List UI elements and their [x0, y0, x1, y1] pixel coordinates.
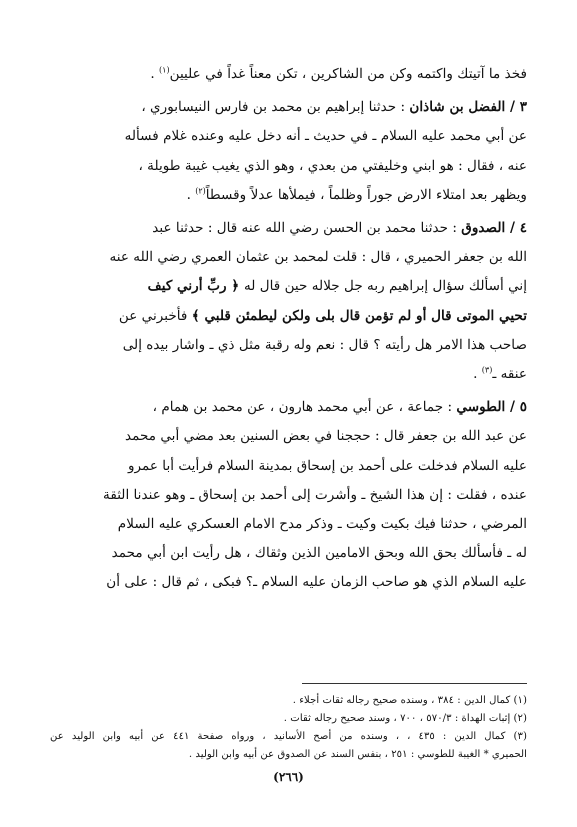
paragraph-al-fadl [50, 93, 527, 210]
line-tail: . [150, 66, 160, 82]
line-text: عليه السلام فدخلت على أحمد بن إسحاق بمدينة السلام فرأيت أبا عمرو [127, 457, 527, 474]
footnote-ref: (٢) [195, 186, 206, 196]
paragraph-al-tusi [50, 393, 527, 597]
footnote-3: (٣) كمال الدين : ٤٣٥ ، ، وسنده من أصح الأسانيد ، ورواه صفحة ٤٤١ عن أبيه وابن الوليد عن [50, 731, 527, 742]
line-text: : جماعة ، عن أبي محمد هارون ، عن محمد بن همام ، [152, 399, 457, 416]
quran-quote: تحيي الموتى قال أو لم تؤمن قال بلى ولكن ليطمئن قلبي ﴾ [191, 307, 527, 324]
paragraph-continuation [50, 60, 527, 89]
hadith-number: ٥ / [505, 399, 527, 416]
text-line [50, 60, 527, 89]
footnote-ref: (١) [159, 65, 170, 75]
footnote-divider [302, 683, 527, 684]
page-number: (٢٦٦) [273, 770, 304, 784]
narrator-name: الطوسي [456, 399, 506, 416]
line-text: فأخبرني عن [118, 307, 192, 324]
line-text: له ـ فأسألك بحق الله وبحق الامامين الذين وثقاك ، هل رأيت ابن أبي محمد [111, 545, 527, 562]
main-text [50, 60, 527, 598]
text-line [50, 214, 527, 243]
line-text: : حدثنا محمد بن الحسن رضي الله عنه قال : حدثنا عبد [152, 220, 462, 237]
text-line [50, 393, 527, 422]
footnote-1: (١) كمال الدين : ٣٨٤ ، وسنده صحيح رجاله ثقات أجلاء . [292, 695, 527, 706]
line-tail: . [186, 186, 196, 203]
text-line [50, 539, 527, 568]
text-line [50, 510, 527, 539]
text-line [50, 452, 527, 481]
line-text: المرضي ، حدثنا فيك بكيت وكيت ـ وذكر مدح الامام العسكري عليه السلام [117, 516, 527, 533]
text-line [50, 181, 527, 210]
narrator-name: الفضل بن شاذان [409, 99, 506, 116]
footnotes [50, 692, 527, 764]
line-text: صاحب هذا الامر هل رأيته ؟ قال : نعم وله رقبة مثل ذي ـ واشار بيده إلى [122, 336, 527, 353]
line-text: عنده ، فقلت : إن هذا الشيخ ـ وأشرت إلى أحمد بن إسحاق ـ وهو عندنا الثقة [103, 486, 527, 503]
text-line [50, 302, 527, 331]
line-text: عنقه ـ [492, 366, 527, 383]
text-line [50, 93, 527, 122]
line-text: عليه السلام الذي هو صاحب الزمان عليه السلام ـ؟ فبكى ، ثم قال : على أن [106, 574, 527, 591]
line-text: عنه ، فقال : هو ابني وخليفتي من بعدي ، وهو الذي يغيب غيبة طويلة ، [138, 157, 527, 174]
text-line [50, 422, 527, 451]
text-line [50, 152, 527, 181]
text-line [50, 481, 527, 510]
line-text: عن أبي محمد عليه السلام ـ في حديث ـ أنه دخل عليه وعنده غلام فسأله [124, 128, 527, 145]
text-line [50, 331, 527, 360]
quran-quote: ﴿ ربِّ أرني كيف [147, 278, 244, 295]
footnote-ref: (٣) [481, 365, 493, 375]
text-line [50, 568, 527, 597]
line-text: الله بن جعفر الحميري ، قال : قلت لمحمد بن عثمان العمري رضي الله عنه [109, 249, 527, 266]
line-text: : حدثنا إبراهيم بن محمد بن فارس النيسابوري ، [141, 99, 410, 116]
hadith-number: ٣ / [505, 99, 527, 116]
text-line [50, 360, 527, 389]
footnote-2: (٢) إثبات الهداة : ٥٧٠/٣ ، ٧٠٠ ، وسند صحيح رجاله ثقات . [283, 713, 527, 724]
text-line [50, 272, 527, 301]
paragraph-al-saduq [50, 214, 527, 389]
narrator-name: الصدوق [461, 220, 506, 237]
text-line [50, 122, 527, 151]
text-line [50, 243, 527, 272]
line-tail: . [473, 366, 482, 383]
line-text: ويظهر بعد امتلاء الارض جوراً وظلماً ، فيملأها عدلاً وقسطاً [205, 186, 527, 203]
line-text: إني أسألك سؤال إبراهيم ربه جل جلاله حين قال له [244, 278, 527, 295]
line-text: عن عبد الله بن جعفر قال : حججنا في بعض السنين بعد مضي أبي محمد [124, 428, 527, 445]
hadith-number: ٤ / [505, 220, 527, 237]
line-text: فخذ ما آتيتك واكتمه وكن من الشاكرين ، تكن معناً غداً في عليين [169, 66, 527, 82]
footnote-3-continued: الحميري * الغيبة للطوسي : ٢٥١ ، بنفس السند عن الصدوق عن أبيه وابن الوليد . [188, 749, 527, 760]
